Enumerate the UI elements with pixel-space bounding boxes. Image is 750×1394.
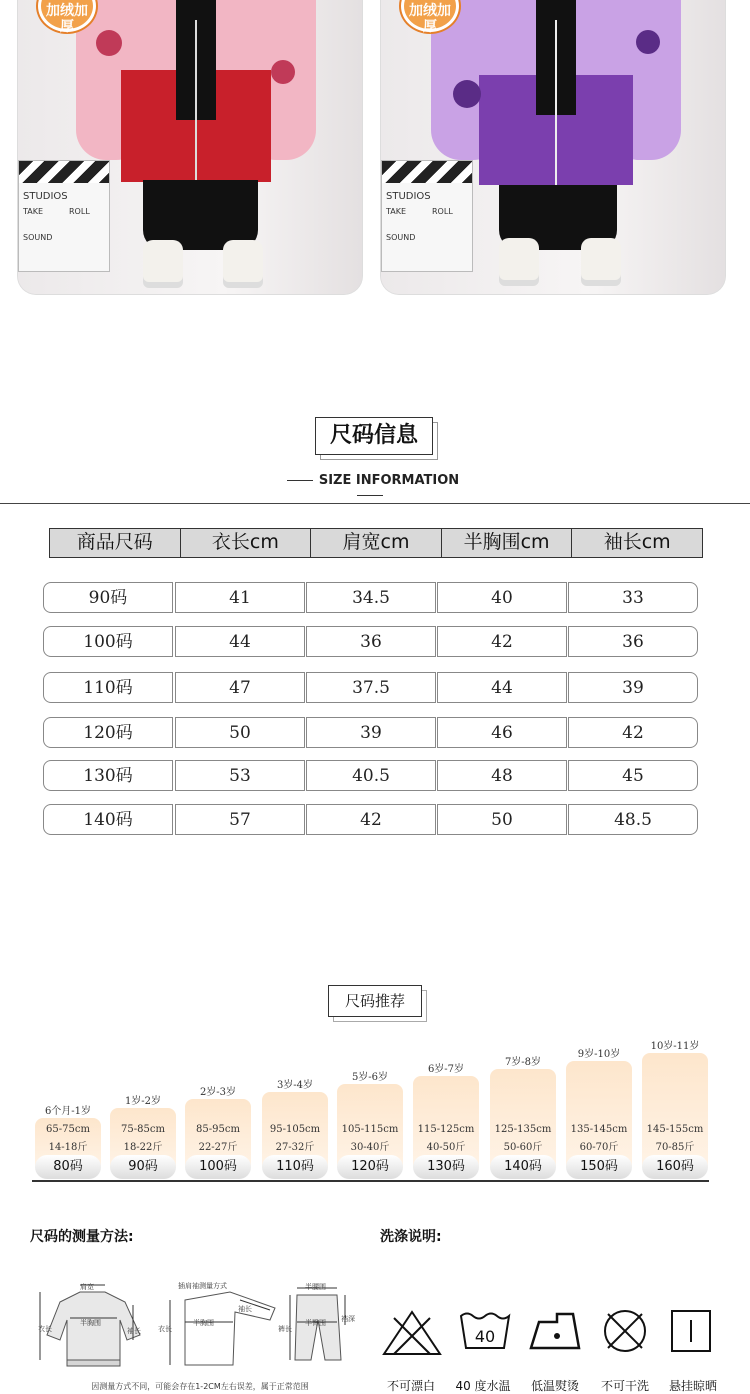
header-cell: 肩宽cm [311, 529, 442, 557]
product-photo-red [18, 0, 362, 294]
shoe [223, 240, 263, 288]
weight-range: 70-85斤 [655, 1142, 695, 1153]
label-waist: 半腰围 [305, 1283, 326, 1291]
size-pill: 90码 [110, 1155, 176, 1179]
header-cell: 商品尺码 [50, 529, 181, 557]
label-hip: 半臀围 [305, 1319, 326, 1327]
label-sleeve: 袖长 [127, 1327, 141, 1335]
weight-range: 27-32斤 [275, 1142, 315, 1153]
measure-cell: 36 [568, 626, 698, 657]
age-label: 2岁-3岁 [199, 1087, 237, 1098]
measure-cell: 41 [175, 582, 305, 613]
height-range: 75-85cm [121, 1124, 165, 1135]
size-cell: 100码 [43, 626, 173, 657]
size-pill: 80码 [35, 1155, 101, 1179]
clapperboard: STUDIOS TAKE ROLL SOUND [18, 160, 110, 272]
product-photo-purple [381, 0, 725, 294]
age-label: 6岁-7岁 [427, 1064, 465, 1075]
measure-cell: 39 [568, 672, 698, 703]
recommend-bar [566, 1061, 632, 1168]
table-row [43, 760, 698, 791]
table-row [43, 582, 698, 613]
header-cell: 衣长cm [181, 529, 312, 557]
age-label: 5岁-6岁 [351, 1072, 389, 1083]
height-range: 115-125cm [417, 1124, 475, 1135]
measure-cell: 36 [306, 626, 436, 657]
age-label: 7岁-8岁 [504, 1057, 542, 1068]
measure-cell: 46 [437, 717, 567, 748]
measure-cell: 34.5 [306, 582, 436, 613]
size-pill: 160码 [642, 1155, 708, 1179]
height-range: 105-115cm [341, 1124, 399, 1135]
thickened-badge: 加绒加厚 [401, 0, 459, 32]
label-chest: 半胸围 [80, 1319, 101, 1327]
size-pill: 150码 [566, 1155, 632, 1179]
care-label: 低温熨烫 [530, 1379, 579, 1393]
measure-cell: 42 [568, 717, 698, 748]
measure-cell: 42 [306, 804, 436, 835]
care-label: 不可漂白 [386, 1379, 435, 1393]
weight-range: 14-18斤 [48, 1142, 88, 1153]
size-pill: 130码 [413, 1155, 479, 1179]
measure-cell: 39 [306, 717, 436, 748]
weight-range: 60-70斤 [579, 1142, 619, 1153]
no-bleach-icon [380, 1308, 444, 1358]
label-shoulder: 肩宽 [80, 1283, 94, 1291]
size-pill: 100码 [185, 1155, 251, 1179]
table-row [43, 672, 698, 703]
label-sleeve-2: 袖长 [238, 1305, 252, 1313]
recommend-bar [490, 1069, 556, 1168]
svg-text:40: 40 [474, 1327, 496, 1346]
size-cell: 130码 [43, 760, 173, 791]
care-label: 40 度水温 [455, 1379, 511, 1393]
line-dry-icon [670, 1308, 714, 1354]
measure-cell: 40.5 [306, 760, 436, 791]
table-row [43, 804, 698, 835]
measure-cell: 48 [437, 760, 567, 791]
size-table-header [49, 528, 703, 558]
age-label: 1岁-2岁 [124, 1096, 162, 1107]
no-dry-clean-icon [600, 1308, 650, 1354]
weight-range: 18-22斤 [123, 1142, 163, 1153]
measure-cell: 40 [437, 582, 567, 613]
shoe [499, 238, 539, 286]
label-chest-2: 半胸围 [193, 1319, 214, 1327]
measure-cell: 44 [175, 626, 305, 657]
divider [0, 503, 750, 504]
table-row [43, 717, 698, 748]
care-label: 悬挂晾晒 [668, 1379, 717, 1393]
size-info-title: 尺码信息 [315, 417, 433, 455]
measure-diagram [35, 1280, 355, 1380]
height-range: 135-145cm [570, 1124, 628, 1135]
measure-title: 尺码的测量方法: [30, 1229, 134, 1245]
height-range: 125-135cm [494, 1124, 552, 1135]
iron-low-icon [527, 1308, 583, 1352]
measure-cell: 57 [175, 804, 305, 835]
size-pill: 140码 [490, 1155, 556, 1179]
age-label: 10岁-11岁 [650, 1041, 700, 1052]
measure-cell: 50 [175, 717, 305, 748]
height-range: 85-95cm [196, 1124, 240, 1135]
size-cell: 140码 [43, 804, 173, 835]
care-title: 洗涤说明: [380, 1229, 442, 1245]
weight-range: 30-40斤 [350, 1142, 390, 1153]
measure-cell: 50 [437, 804, 567, 835]
recommend-bar [642, 1053, 708, 1168]
size-cell: 90码 [43, 582, 173, 613]
coat-purple [431, 0, 681, 185]
measure-note: 因测量方式不同，可能会存在1-2CM左右误差，属于正常范围 [91, 1382, 309, 1391]
weight-range: 50-60斤 [503, 1142, 543, 1153]
size-pill: 110码 [262, 1155, 328, 1179]
measure-cell: 45 [568, 760, 698, 791]
height-range: 95-105cm [269, 1124, 321, 1135]
size-cell: 120码 [43, 717, 173, 748]
table-row [43, 626, 698, 657]
age-label: 3岁-4岁 [276, 1080, 314, 1091]
age-label: 6个月-1岁 [44, 1106, 92, 1117]
label-raglan: 插肩袖测量方式 [178, 1282, 227, 1290]
size-recommend-title: 尺码推荐 [328, 985, 422, 1017]
size-cell: 110码 [43, 672, 173, 703]
height-range: 145-155cm [646, 1124, 704, 1135]
label-length: 衣长 [38, 1325, 52, 1333]
measure-cell: 53 [175, 760, 305, 791]
label-pants-length: 裤长 [278, 1325, 292, 1333]
shoe [581, 238, 621, 286]
care-label: 不可干洗 [600, 1379, 649, 1393]
size-pill: 120码 [337, 1155, 403, 1179]
measure-cell: 44 [437, 672, 567, 703]
weight-range: 22-27斤 [198, 1142, 238, 1153]
label-length-2: 衣长 [158, 1325, 172, 1333]
measure-cell: 47 [175, 672, 305, 703]
measure-cell: 42 [437, 626, 567, 657]
header-cell: 半胸围cm [442, 529, 573, 557]
header-cell: 袖长cm [603, 531, 671, 553]
thickened-badge: 加绒加厚 [38, 0, 96, 32]
wash-40-icon [458, 1308, 512, 1352]
recommend-baseline [32, 1180, 709, 1182]
height-range: 65-75cm [46, 1124, 90, 1135]
measure-cell: 37.5 [306, 672, 436, 703]
label-rise: 裆深 [341, 1315, 355, 1323]
coat-red [76, 0, 316, 180]
measure-cell: 48.5 [568, 804, 698, 835]
measure-cell: 33 [568, 582, 698, 613]
weight-range: 40-50斤 [426, 1142, 466, 1153]
shoe [143, 240, 183, 288]
age-label: 9岁-10岁 [577, 1049, 621, 1060]
size-info-subtitle: SIZE INFORMATION [275, 473, 465, 503]
clapperboard: STUDIOS TAKE ROLL SOUND [381, 160, 473, 272]
